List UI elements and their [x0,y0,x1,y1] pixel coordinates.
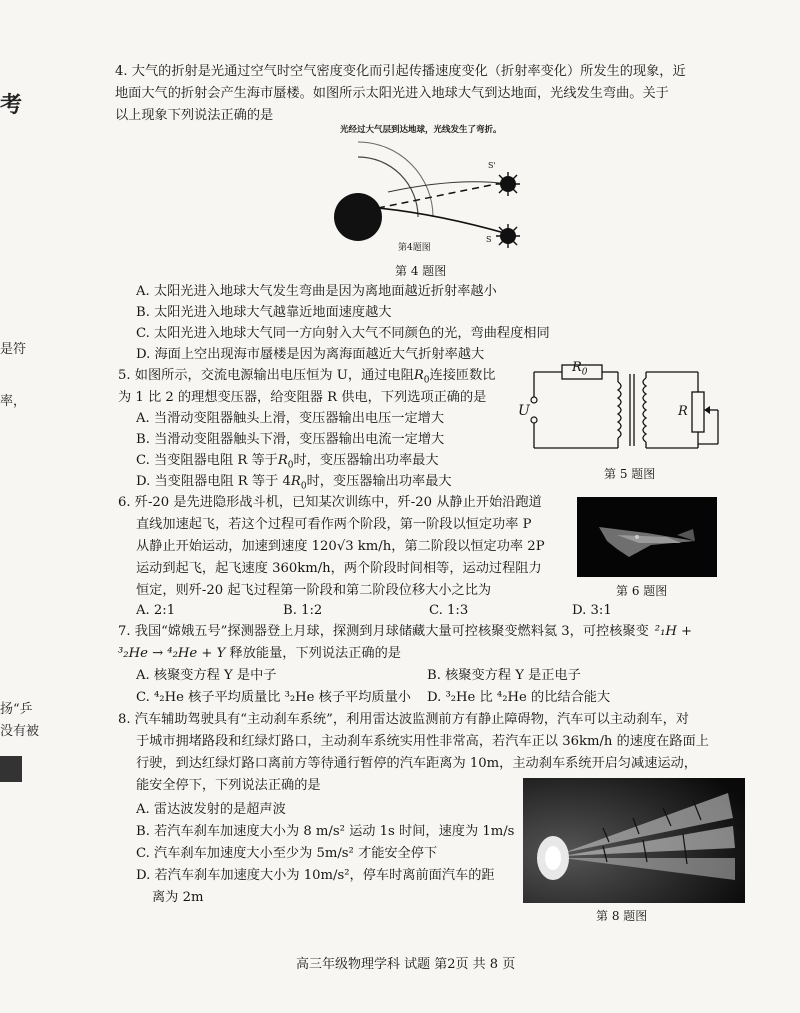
q7-stem-eq-2: ³₂He → ⁴₂He + Y [118,646,226,661]
q4-figure [318,122,528,260]
q5-circuit-r0-letter: R [572,360,582,375]
q4-figure-label-s-prime: S' [488,161,496,170]
edge-photo-fragment [0,756,22,782]
q4-stem-line-3: 以上现象下列说法正确的是 [115,108,274,123]
q5-option-d-c: 时，变压器输出功率最大 [306,474,452,489]
q6-option-b: B. 1:2 [283,603,323,618]
q4-figure-caption: 第 4 题图 [395,264,447,278]
q4-stem-line-2: 地面大气的折射会产生海市蜃楼。如图所示太阳光进入地球大气到达地面，光线发生弯曲。关于 [115,86,669,101]
q6-stem-3b: km/h，第二阶段以恒定功率 2P [353,539,545,554]
q8-stem-line-1: 8. 汽车辅助驾驶具有“主动刹车系统”，利用雷达波监测前方有静止障碍物，汽车可以主动刹车，对 [118,712,689,727]
edge-fragment-3: 扬“乒 [0,702,33,717]
edge-fragment-4: 没有被 [0,724,40,739]
q5-option-d-sub: 0 [300,481,307,492]
q5-option-c-r: R [277,453,288,468]
q8-stem-line-2: 于城市拥堵路段和红绿灯路口，主动刹车系统实用性非常高，若汽车正以 36km/h 的速度在路面上 [136,734,709,749]
q5-option-d-a: D. 当变阻器电阻 R 等于 4 [136,474,291,489]
q5-circuit-r-label: R [678,404,688,419]
q7-stem-line-1 [118,622,692,642]
q4-figure-title: 光经过大气层到达地球，光线发生了弯折。 [340,125,502,135]
q5-option-c-sub: 0 [287,460,294,471]
q6-stem-3a: 从静止开始运动，加速到速度 120 [136,539,337,554]
edge-fragment-1: 是符 [0,342,27,357]
q4-option-d: D. 海面上空出现海市蜃楼是因为离海面越近大气折射率越大 [136,347,485,362]
q6-stem-root: √3 [336,539,354,554]
q6-figure-caption: 第 6 题图 [616,584,668,598]
q5-stem-1c: 连接匝数比 [429,368,496,383]
q5-circuit-u-label: U [518,403,530,419]
q7-stem-line-2 [118,644,401,664]
q8-option-b: B. 若汽车刹车加速度大小为 8 m/s² 运动 1s 时间，速度为 1m/s [136,824,515,839]
q6-option-a: A. 2:1 [136,603,176,618]
q7-stem-1a: 7. 我国“嫦娥五号”探测器登上月球，探测到月球储藏大量可控核聚变燃料氦 3，可控核聚变 [118,624,649,639]
q4-figure-inner-label: 第4题图 [398,243,431,253]
q5-option-c-c: 时，变压器输出功率最大 [293,453,439,468]
q4-figure-label-s: S [486,235,492,244]
q5-figure-caption: 第 5 题图 [604,467,656,481]
q6-option-c: C. 1:3 [429,603,469,618]
q5-option-d-r: R [290,474,301,489]
q6-stem-line-1: 6. 歼-20 是先进隐形战斗机，已知某次训练中，歼-20 从静止开始沿跑道 [118,495,542,510]
q8-option-d-line-2: 离为 2m [152,890,204,905]
q5-stem-line-1 [118,366,495,389]
q4-option-a: A. 太阳光进入地球大气发生弯曲是因为离地面越近折射率越小 [136,284,497,299]
q4-option-b: B. 太阳光进入地球大气越靠近地面速度越大 [136,305,392,320]
q6-stem-line-2: 直线加速起飞，若这个过程可看作两个阶段，第一阶段以恒定功率 P [136,517,532,532]
q5-option-a: A. 当滑动变阻器触头上滑，变压器输出电压一定增大 [136,411,445,426]
q7-stem-eq-1: ²₁H + [654,624,693,639]
q8-figure-caption: 第 8 题图 [596,909,648,923]
q5-option-c [136,451,439,474]
q5-option-c-a: C. 当变阻器电阻 R 等于 [136,453,278,468]
edge-fragment-top: 考 [0,92,23,118]
q8-radar-photo [523,778,745,903]
q8-stem-line-4: 能安全停下，下列说法正确的是 [136,778,321,793]
q8-option-a: A. 雷达波发射的是超声波 [136,802,286,817]
q4-stem-line-1: 4. 大气的折射是光通过空气时空气密度变化而引起传播速度变化（折射率变化）所发生的现象，近 [115,64,686,79]
q6-stem-line-3 [136,537,545,557]
q5-option-b: B. 当滑动变阻器触头下滑，变压器输出电流一定增大 [136,432,445,447]
q6-stem-line-4: 运动到起飞，起飞速度 360km/h，两个阶段时间相等，运动过程阻力 [136,561,542,576]
page-footer: 高三年级物理学科 试题 第2页 共 8 页 [296,957,516,972]
q6-stem-line-5: 恒定，则歼-20 起飞过程第一阶段和第二阶段位移大小之比为 [136,583,492,598]
q8-stem-line-3: 行驶，到达红绿灯路口离前方等待通行暂停的汽车距离为 10m，主动刹车系统开启匀减速运动， [136,756,697,771]
q7-option-c: C. ⁴₂He 核子平均质量比 ³₂He 核子平均质量小 [136,690,411,705]
q4-option-c: C. 太阳光进入地球大气同一方向射入大气不同颜色的光，弯曲程度相同 [136,326,550,341]
q6-jet-photo [577,497,717,577]
q5-circuit-figure [518,360,738,460]
q7-option-a: A. 核聚变方程 Y 是中子 [136,668,277,683]
q5-stem-line-2: 为 1 比 2 的理想变压器，给变阻器 R 供电，下列选项正确的是 [118,390,487,405]
q5-stem-1a: 5. 如图所示，交流电源输出电压恒为 U，通过电阻 [118,368,414,383]
q5-circuit-r0-label [572,358,588,381]
q6-option-d: D. 3:1 [572,603,612,618]
q5-option-d [136,472,452,495]
q7-option-d: D. ³₂He 比 ⁴₂He 的比结合能大 [427,690,611,705]
q5-stem-r0-sub: 0 [423,375,430,386]
q7-stem-2b: 释放能量，下列说法正确的是 [225,646,401,661]
q8-option-c: C. 汽车刹车加速度大小至少为 5m/s² 才能安全停下 [136,846,438,861]
q7-option-b: B. 核聚变方程 Y 是正电子 [427,668,581,683]
q8-option-d-line-1: D. 若汽车刹车加速度大小为 10m/s²，停车时离前面汽车的距 [136,868,495,883]
q5-stem-r0: R [413,368,424,383]
edge-fragment-2: 率， [0,394,27,409]
q5-circuit-r0-sub: 0 [581,367,588,378]
